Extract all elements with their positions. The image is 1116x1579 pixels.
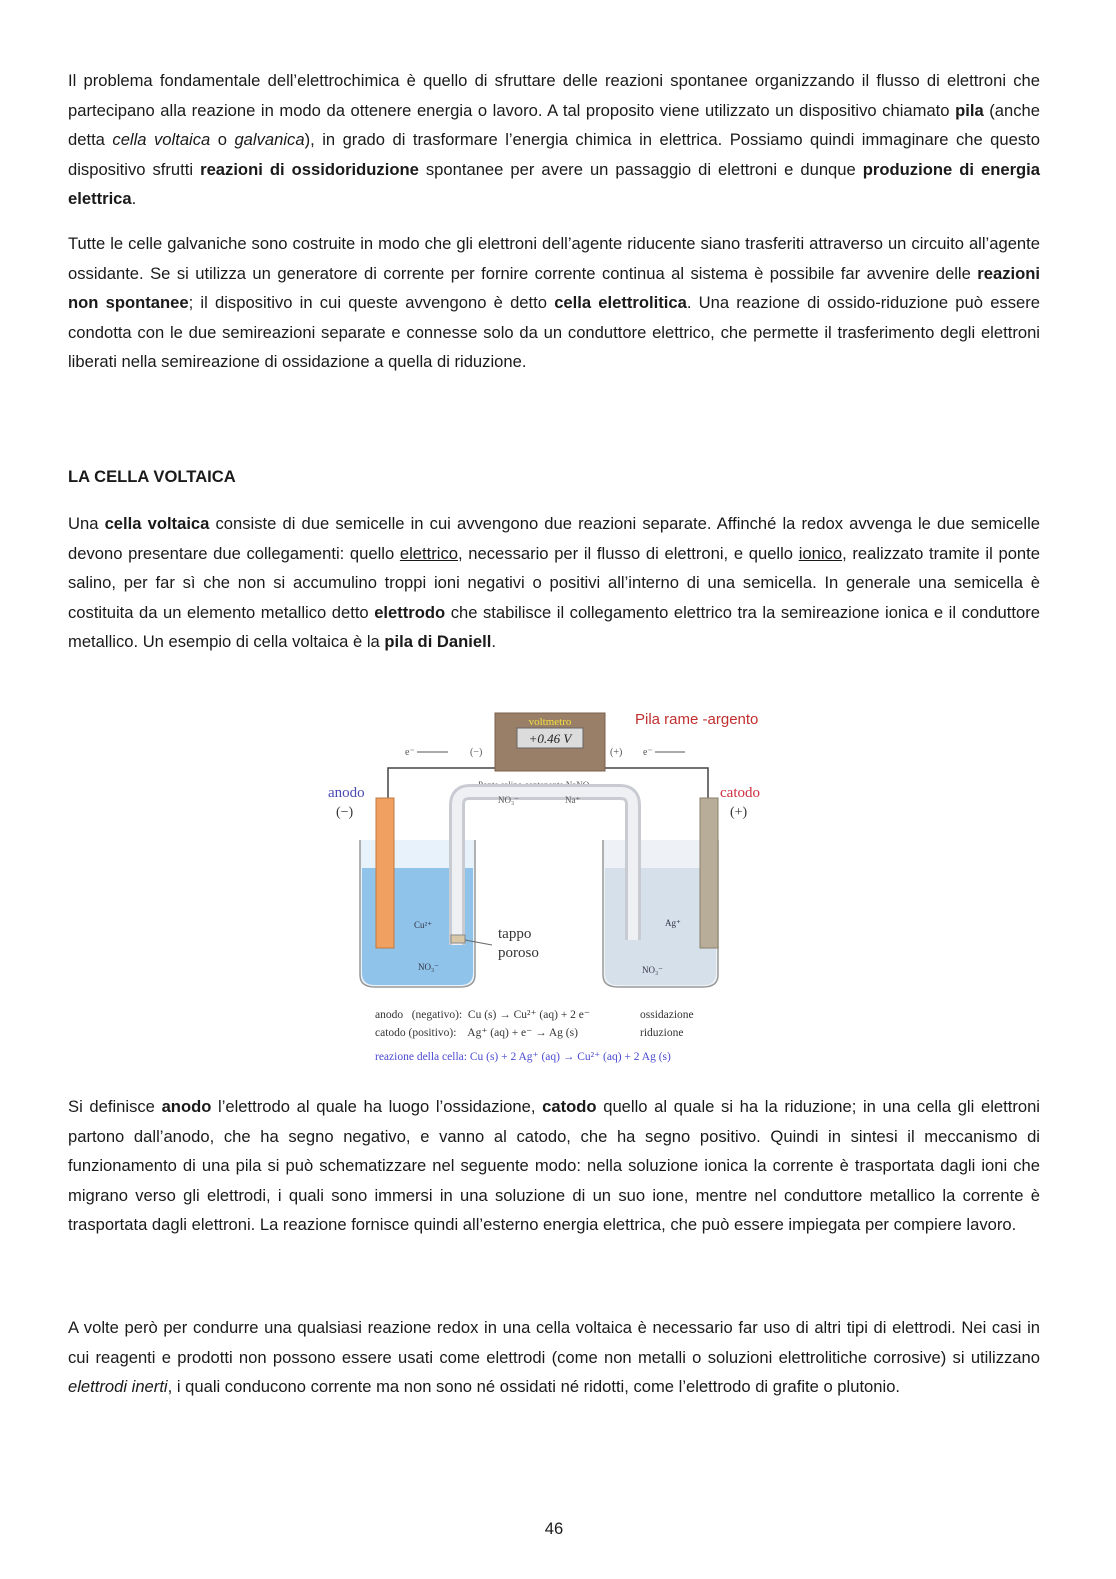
bold-term: anodo	[161, 1097, 212, 1116]
text-run: Tutte le celle galvaniche sono costruite in modo che gli elettroni dell’agente riducente siano trasferiti attraverso un circuito all’agente ossidante. Se si utilizza un generatore di corrente per fornire corrente continua al sistema è possibile far avvenire delle	[68, 234, 1040, 283]
plus-terminal: (+)	[610, 747, 623, 758]
anode-sign: (−)	[336, 805, 354, 820]
bridge-cation-label: Na⁺	[565, 795, 581, 805]
porous-plug	[451, 935, 465, 943]
voltaic-cell-diagram	[320, 700, 790, 1070]
text-run: Il problema fondamentale dell’elettrochimica è quello di sfruttare delle reazioni spontanee organizzando il flusso di elettroni che partecipano alla reazione in modo da ottenere energia o lavoro. A tal proposito viene utilizzato un dispositivo chiamato	[68, 71, 1040, 120]
bold-term: reazioni di ossidoriduzione	[200, 159, 419, 179]
text-run: .	[131, 189, 137, 209]
underlined-term: elettrico	[399, 543, 458, 563]
paragraph-anode-cathode	[68, 1092, 1040, 1240]
bold-term: cella elettrolitica	[554, 293, 687, 313]
italic-term: galvanica	[234, 130, 305, 150]
bold-term: pila di Daniell	[384, 632, 492, 652]
italic-term: cella voltaica	[112, 130, 211, 150]
text-run: Si definisce	[68, 1097, 162, 1116]
text-run: quello al quale si ha la riduzione; in una cella gli elettroni partono dall’anodo, che ha segno negativo, e vanno al catodo, che ha segno positivo. Quindi in sintesi il meccanismo di funzionamento di una pila si può schematizzare nel seguente modo: nella soluzione ionica la corrente è trasportata dagli ioni che migrano verso gli elettrodi, i quali sono immersi in una soluzione di un suo ione, mentre nel conduttore metallico la corrente è trasportata dagli elettroni. La reazione fornisce quindi all’esterno energia elettrica, che può essere impiegata per compiere lavoro.	[68, 1097, 1040, 1235]
salt-bridge-label: Ponte salino contenente NaNO₃	[478, 780, 593, 790]
text-run: l’elettrodo al quale ha luogo l’ossidazione,	[211, 1097, 543, 1116]
anode-label: anodo	[328, 785, 365, 801]
ion-ag-label: Ag⁺	[665, 918, 681, 928]
anode-reaction-type: ossidazione	[640, 1009, 694, 1021]
anode-equation: anodo (negativo): Cu (s) → Cu²⁺ (aq) + 2 e⁻	[375, 1009, 590, 1021]
figure-title: Pila rame -argento	[635, 711, 759, 728]
bold-term: elettrodo	[374, 602, 446, 622]
text-run: che stabilisce il collegamento elettrico tra la semireazione ionica e il conduttore metallico. Un esempio di cella voltaica è la	[68, 602, 1040, 652]
text-run: . Una reazione di ossido-riduzione può essere condotta con le due semireazioni separate e connesse solo da un conduttore elettrico, che permette il trasferimento degli elettroni liberati nella semireazione di ossidazione a quella di riduzione.	[68, 293, 1040, 372]
text-run: o	[210, 130, 235, 150]
voltmeter-reading: +0.46 V	[528, 731, 572, 746]
underlined-term: ionico	[798, 543, 843, 563]
bold-term: reazioni non spontanee	[68, 263, 1040, 313]
text-run: , necessario per il flusso di elettroni, e quello	[458, 543, 799, 563]
bold-term: produzione di energia elettrica	[68, 159, 1041, 209]
paragraph-intro	[68, 66, 1040, 214]
paragraph-galvanic-cells	[68, 229, 1040, 377]
porous-plug-label-2: poroso	[498, 945, 539, 961]
ion-cu-label: Cu²⁺	[414, 920, 432, 930]
cell-reaction-equation: reazione della cella: Cu (s) + 2 Ag⁺ (aq) → Cu²⁺ (aq) + 2 Ag (s)	[375, 1051, 671, 1063]
text-run: , i quali conducono corrente ma non sono né ossidati né ridotti, come l’elettrodo di grafite o plutonio.	[167, 1377, 901, 1397]
text-run: consiste di due semicelle in cui avvengono due reazioni separate. Affinché la redox avvenga le due semicelle devono presentare due collegamenti: quello	[68, 514, 1040, 563]
bold-term: cella voltaica	[104, 514, 210, 533]
paragraph-inert-electrodes	[68, 1313, 1040, 1402]
cathode-label: catodo	[720, 785, 760, 801]
text-run: ; il dispositivo in cui queste avvengono è detto	[188, 293, 555, 313]
cathode-reaction-type: riduzione	[640, 1027, 684, 1039]
silver-electrode	[700, 798, 718, 948]
text-run: Una	[68, 514, 105, 533]
electron-label-left: e⁻	[405, 747, 415, 758]
italic-term: elettrodi inerti	[68, 1377, 168, 1397]
bold-term: pila	[955, 100, 984, 120]
copper-electrode	[376, 798, 394, 948]
text-run: spontanee per avere un passaggio di elettroni e dunque	[418, 159, 863, 179]
text-run: .	[491, 632, 496, 652]
text-run: (anche detta	[68, 100, 1040, 150]
section-heading: LA CELLA VOLTAICA	[68, 467, 236, 486]
porous-plug-label: tappo	[498, 926, 532, 942]
voltmeter-label: voltmetro	[528, 716, 572, 728]
ion-no3-right-label: NO₃⁻	[642, 965, 663, 975]
minus-terminal: (−)	[470, 747, 483, 758]
electron-label-right: e⁻	[643, 747, 653, 758]
bridge-anion-label: NO₃⁻	[498, 795, 519, 805]
page-number: 46	[544, 1519, 564, 1538]
cathode-equation: catodo (positivo): Ag⁺ (aq) + e⁻ → Ag (s)	[375, 1027, 578, 1039]
paragraph-voltaic-cell	[68, 509, 1040, 657]
text-run: A volte però per condurre una qualsiasi reazione redox in una cella voltaica è necessario far uso di altri tipi di elettrodi. Nei casi in cui reagenti e prodotti non possono essere usati come elettrodi (come non metalli o soluzioni elettrolitiche corrosive) si utilizzano	[68, 1318, 1040, 1367]
cathode-sign: (+)	[730, 805, 748, 820]
bold-term: catodo	[542, 1097, 597, 1116]
text-run: ), in grado di trasformare l’energia chimica in elettrica. Possiamo quindi immaginare che questo dispositivo sfrutti	[68, 130, 1040, 179]
text-run: , realizzato tramite il ponte salino, per far sì che non si accumulino troppi ioni negativi o positivi all’interno di una semicella. In generale una semicella è costituita da un elemento metallico detto	[68, 543, 1040, 622]
ion-no3-left-label: NO₃⁻	[418, 962, 439, 972]
